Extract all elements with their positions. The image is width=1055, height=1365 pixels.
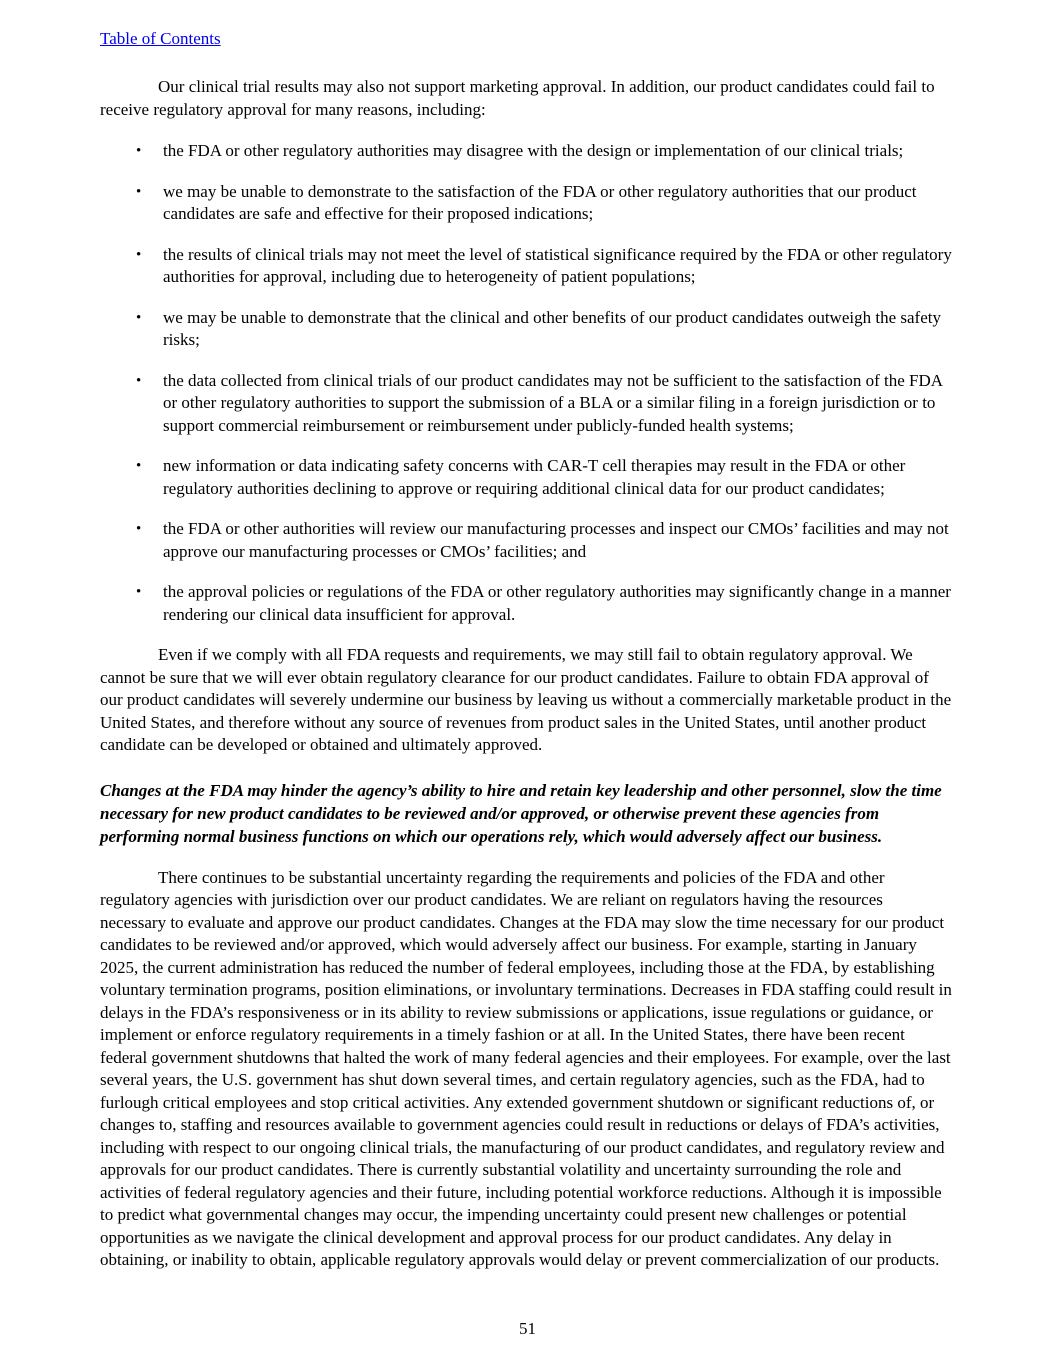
bullet-item: • we may be unable to demonstrate that the clinical and other benefits of our product candidates outweigh the safety risks; — [100, 307, 952, 352]
paragraph-even-if-comply: Even if we comply with all FDA requests and requirements, we may still fail to obtain regulatory approval. We cannot be sure that we will ever obtain regulatory clearance for our product candidates. Failure to obtain FDA approval of our product candidates will severely undermine our business by leaving us without a commercially marketable product in the United States, and therefore without any source of revenues from product sales in the United States, until another product candidate can be developed or obtained and ultimately approved. — [100, 645, 952, 754]
table-of-contents-link[interactable]: Table of Contents — [100, 29, 221, 48]
paragraph-intro: Our clinical trial results may also not support marketing approval. In addition, our product candidates could fail to receive regulatory approval for many reasons, including: — [100, 77, 935, 119]
bullet-item: • new information or data indicating safety concerns with CAR-T cell therapies may result in the FDA or other regulatory authorities declining to approve or requiring additional clinical data for our product candidates; — [100, 455, 952, 500]
bullet-item: • we may be unable to demonstrate to the satisfaction of the FDA or other regulatory authorities that our product candidates are safe and effective for their proposed indications; — [100, 181, 952, 226]
page-number: 51 — [519, 1319, 536, 1338]
bullet-list — [100, 140, 952, 626]
bullet-item: • the FDA or other authorities will review our manufacturing processes and inspect our CMOs’ facilities and may not approve our manufacturing processes or CMOs’ facilities; and — [100, 518, 952, 563]
risk-factor-heading: Changes at the FDA may hinder the agency’s ability to hire and retain key leadership and other personnel, slow the time necessary for new product candidates to be reviewed and/or approved, or otherwise prevent these agencies from performing normal business functions on which our operations rely, which would adversely affect our business. — [100, 780, 942, 846]
bullet-item: • the approval policies or regulations of the FDA or other regulatory authorities may significantly change in a manner rendering our clinical data insufficient for approval. — [100, 581, 952, 626]
bullet-item: • the FDA or other regulatory authorities may disagree with the design or implementation of our clinical trials; — [100, 140, 952, 163]
bullet-item: • the results of clinical trials may not meet the level of statistical significance required by the FDA or other regulatory authorities for approval, including due to heterogeneity of patient populations; — [100, 244, 952, 289]
paragraph-fda-uncertainty: There continues to be substantial uncertainty regarding the requirements and policies of the FDA and other regulatory agencies with jurisdiction over our product candidates. We are reliant on regulators having the resources necessary to evaluate and approve our product candidates. Changes at the FDA may slow the time necessary for our product candidates to be reviewed and/or approved, which would adversely affect our business. For example, starting in January 2025, the current administration has reduced the number of federal employees, including those at the FDA, by establishing voluntary termination programs, position eliminations, or involuntary terminations. Decreases in FDA staffing could result in delays in the FDA’s responsiveness or in its ability to review submissions or applications, issue regulations or guidance, or implement or enforce regulatory requirements in a timely fashion or at all. In the United States, there have been recent federal government shutdowns that halted the work of many federal agencies and their employees. For example, over the last several years, the U.S. government has shut down several times, and certain regulatory agencies, such as the FDA, had to furlough critical employees and stop critical activities. Any extended government shutdown or significant reductions of, or changes to, staffing and resources available to government agencies could result in reductions or delays of FDA’s activities, including with respect to our ongoing clinical trials, the manufacturing of our product candidates, and regulatory review and approvals for our product candidates. There is currently substantial volatility and uncertainty surrounding the role and activities of federal regulatory agencies and their future, including potential workforce reductions. Although it is impossible to predict what governmental changes may occur, the impending uncertainty could present new challenges or potential opportunities as we navigate the clinical development and approval process for our product candidates. Any delay in obtaining, or inability to obtain, applicable regulatory approvals would delay or prevent commercialization of our products. — [100, 867, 952, 1269]
bullet-item: • the data collected from clinical trials of our product candidates may not be sufficient to the satisfaction of the FDA or other regulatory authorities to support the submission of a BLA or a similar filing in a foreign jurisdiction or to support commercial reimbursement or reimbursement under publicly-funded health systems; — [100, 370, 952, 438]
